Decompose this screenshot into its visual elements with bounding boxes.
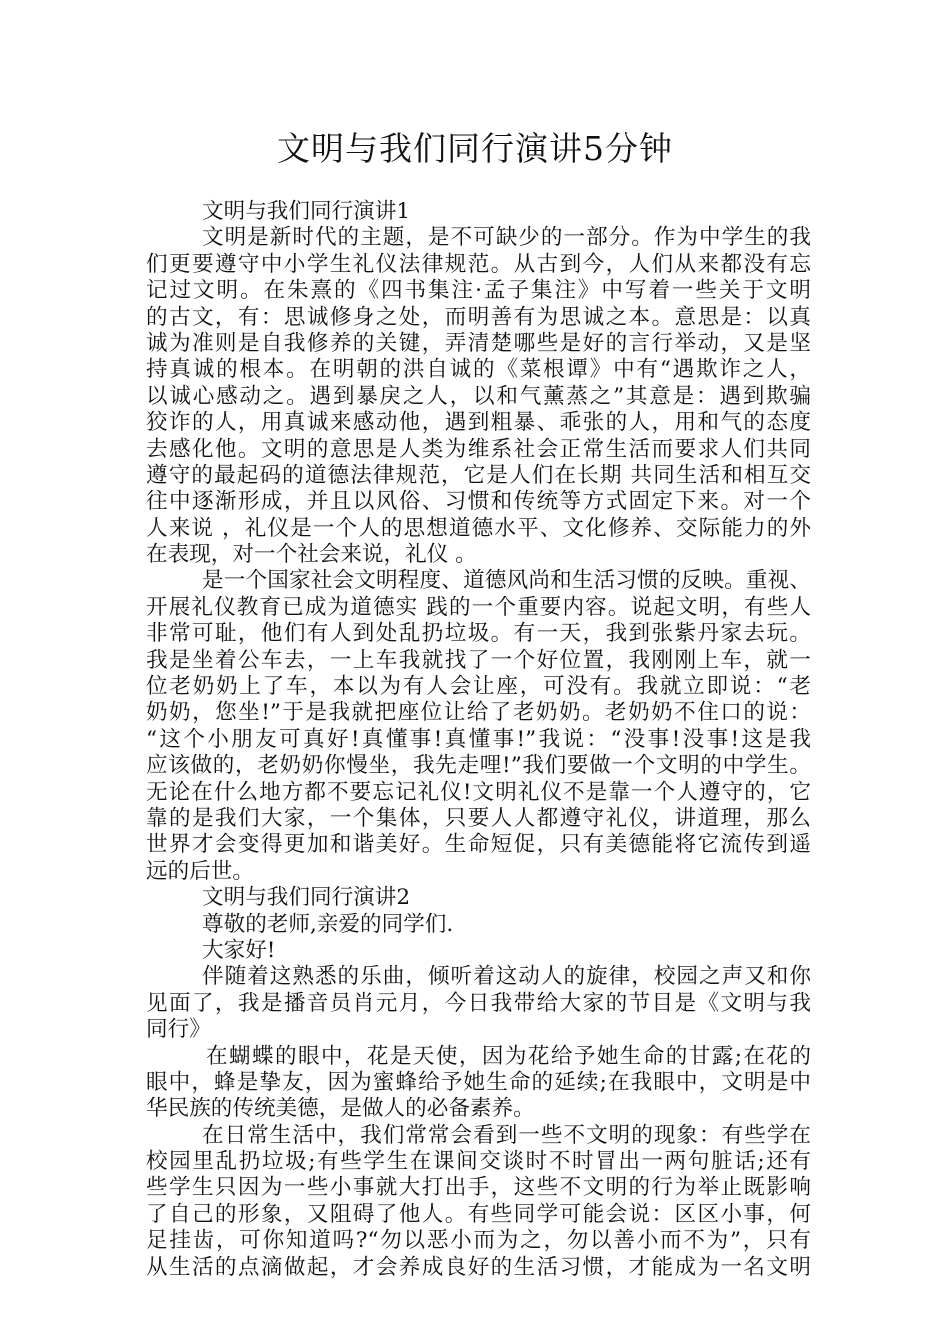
- paragraph-line: 奶奶，您坐!”于是我就把座位让给了老奶奶。老奶奶不住口的说：: [146, 700, 811, 726]
- section-heading-2: 文明与我们同行演讲2: [202, 885, 411, 911]
- paragraph-line: 世界才会变得更加和谐美好。生命短促，只有美德能将它流传到遥: [146, 832, 811, 858]
- paragraph-line: 在表现，对一个社会来说，礼仪 。: [146, 542, 477, 568]
- paragraph-line: 非常可耻，他们有人到处乱扔垃圾。有一天，我到张紫丹家去玩。: [146, 621, 811, 647]
- paragraph-line: 无论在什么地方都不要忘记礼仪!文明礼仪不是靠一个人遵守的，它: [146, 779, 811, 805]
- paragraph-line: 持真诚的根本。在明朝的洪自诚的《菜根谭》中有“遇欺诈之人，: [146, 357, 811, 383]
- paragraph-line: 以诚心感动之。遇到暴戾之人，以和气薰蒸之”其意是：遇到欺骗: [146, 383, 811, 409]
- paragraph-line: 在日常生活中，我们常常会看到一些不文明的现象：有些学在: [202, 1122, 811, 1148]
- paragraph-line: 开展礼仪教育已成为道德实 践的一个重要内容。说起文明，有些人: [146, 594, 811, 620]
- paragraph-line: 在蝴蝶的眼中，花是天使，因为花给予她生命的甘露;在花的: [206, 1043, 811, 1069]
- document-body: [146, 199, 811, 1281]
- paragraph-line: 远的后世。: [146, 858, 254, 884]
- paragraph-line: 往中逐渐形成，并且以风俗、习惯和传统等方式固定下来。对一个: [146, 489, 811, 515]
- paragraph-line: 华民族的传统美德，是做人的必备素养。: [146, 1096, 535, 1122]
- greeting-line: 大家好!: [202, 937, 276, 963]
- paragraph-line: 足挂齿，可你知道吗?“勿以恶小而为之，勿以善小而不为”，只有: [146, 1228, 811, 1254]
- salutation-line: 尊敬的老师,亲爱的同学们.: [202, 911, 454, 937]
- paragraph-line: 应该做的，老奶奶你慢坐，我先走哩!”我们要做一个文明的中学生。: [146, 753, 811, 779]
- paragraph-line: 校园里乱扔垃圾;有些学生在课间交谈时不时冒出一两句脏话;还有: [146, 1149, 811, 1175]
- paragraph-line: 位老奶奶上了车，本以为有人会让座，可没有。我就立即说：“老: [146, 674, 811, 700]
- paragraph-line: 是一个国家社会文明程度、道德风尚和生活习惯的反映。重视、: [202, 568, 811, 594]
- paragraph-line: 记过文明。在朱熹的《四书集注·孟子集注》中写着一些关于文明: [146, 278, 811, 304]
- paragraph-line: “这个小朋友可真好!真懂事!真懂事!”我说：“没事!没事!这是我: [146, 726, 811, 752]
- paragraph-line: 我是坐着公车去，一上车我就找了一个好位置，我刚刚上车，就一: [146, 647, 811, 673]
- paragraph-line: 了自己的形象，又阻碍了他人。有些同学可能会说：区区小事，何: [146, 1201, 811, 1227]
- document-title: 文明与我们同行演讲5分钟: [277, 129, 673, 168]
- paragraph-line: 狡诈的人，用真诚来感动他，遇到粗暴、乖张的人，用和气的态度: [146, 410, 811, 436]
- paragraph-line: 的古文，有：思诚修身之处，而明善有为思诚之本。意思是：以真: [146, 304, 811, 330]
- paragraph-line: 遵守的最起码的道德法律规范，它是人们在长期 共同生活和相互交: [146, 462, 811, 488]
- paragraph-line: 从生活的点滴做起，才会养成良好的生活习惯，才能成为一名文明: [146, 1254, 811, 1280]
- paragraph-line: 同行》: [146, 1017, 211, 1043]
- paragraph-line: 诚为准则是自我修养的关键，弄清楚哪些是好的言行举动，又是坚: [146, 330, 811, 356]
- paragraph-line: 人来说 ，礼仪是一个人的思想道德水平、文化修养、交际能力的外: [146, 515, 811, 541]
- paragraph-line: 文明是新时代的主题，是不可缺少的一部分。作为中学生的我: [202, 225, 811, 251]
- paragraph-line: 伴随着这熟悉的乐曲，倾听着这动人的旋律，校园之声又和你: [202, 964, 811, 990]
- paragraph-line: 靠的是我们大家，一个集体，只要人人都遵守礼仪，讲道理，那么: [146, 805, 811, 831]
- paragraph-line: 们更要遵守中小学生礼仪法律规范。从古到今，人们从来都没有忘: [146, 251, 811, 277]
- paragraph-line: 眼中，蜂是挚友，因为蜜蜂给予她生命的延续;在我眼中，文明是中: [146, 1069, 811, 1095]
- paragraph-line: 见面了，我是播音员肖元月，今日我带给大家的节目是《文明与我: [146, 990, 811, 1016]
- section-heading-1: 文明与我们同行演讲1: [202, 199, 411, 224]
- paragraph-line: 些学生只因为一些小事就大打出手，这些不文明的行为举止既影响: [146, 1175, 811, 1201]
- paragraph-line: 去感化他。文明的意思是人类为维系社会正常生活而要求人们共同: [146, 436, 811, 462]
